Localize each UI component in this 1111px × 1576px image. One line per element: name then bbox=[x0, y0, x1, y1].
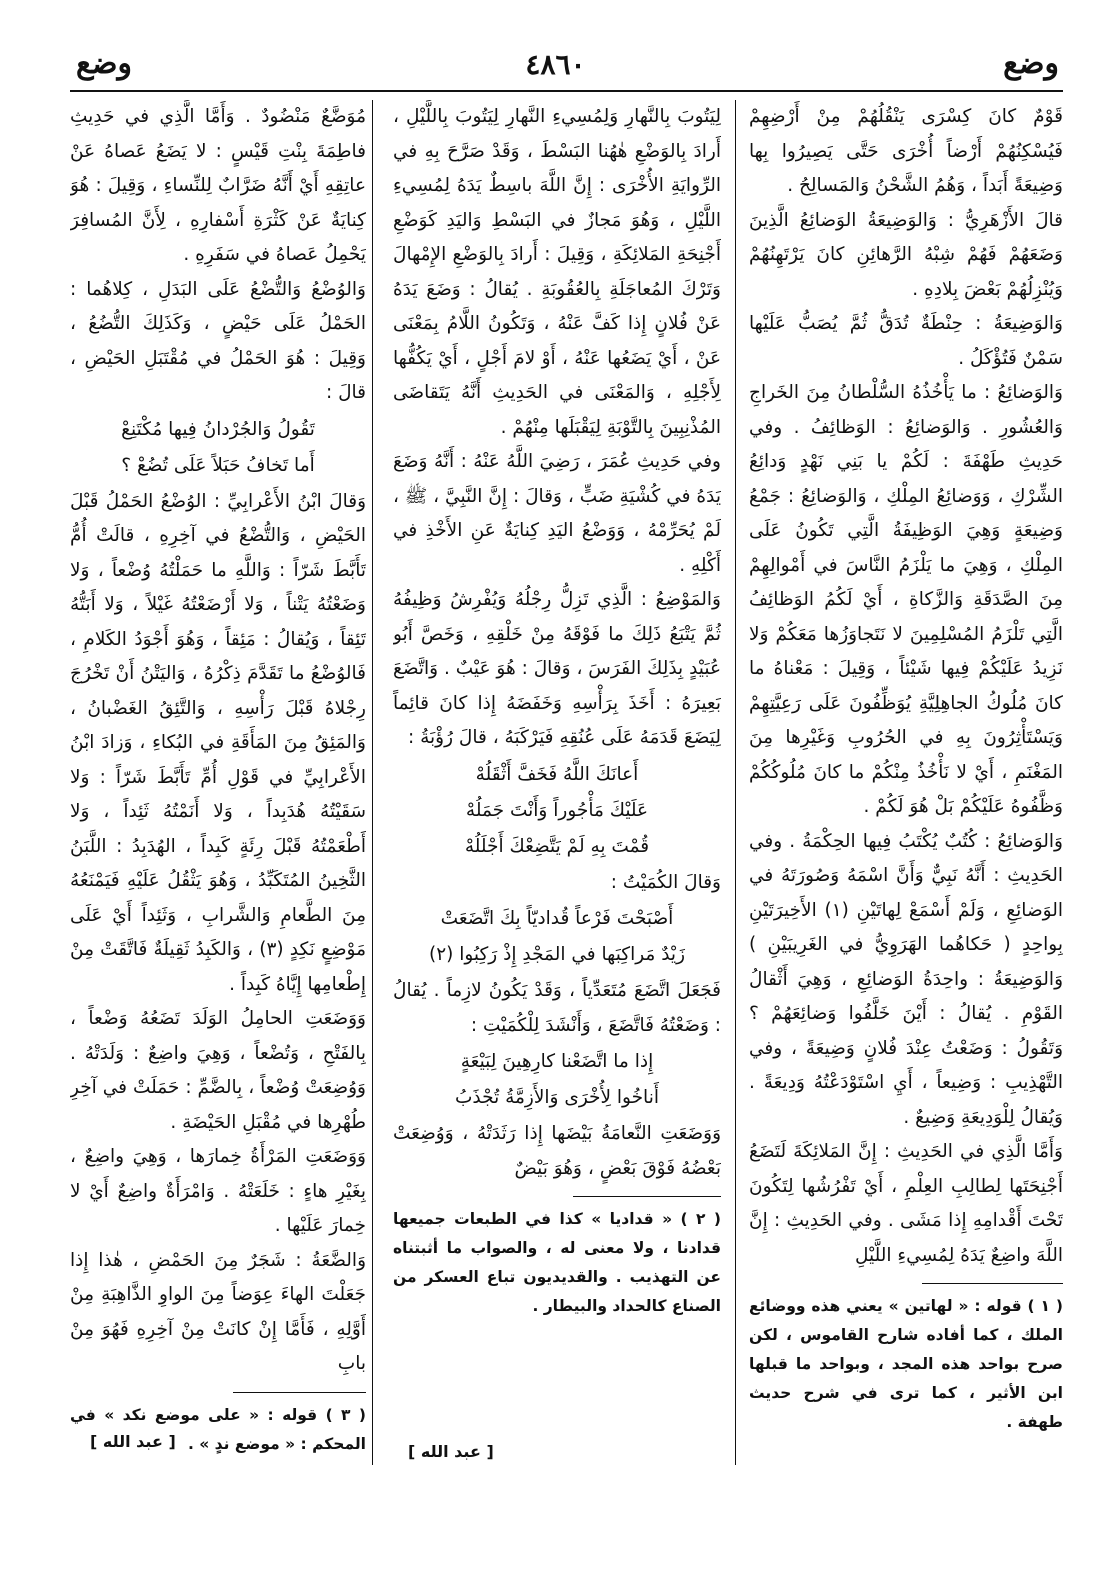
paragraph: وَالوَضِيعَةُ : حِنْطَةٌ تُدَقُّ ثُمَّ يُصَبُّ عَلَيْها سَمْنٌ فَتُؤْكَلُ . bbox=[749, 313, 1063, 369]
verse-line: قُمْتَ بِهِ لَمْ يَتَّضِعْكَ أَجْلَلُهْ bbox=[464, 835, 650, 857]
column-divider bbox=[735, 100, 736, 1465]
column-middle bbox=[393, 100, 721, 1465]
verse-line: إِذا ما اتَّضَعْنا كارِهِينَ لِبَيْعَةٍ bbox=[460, 1051, 654, 1072]
paragraph: لِيَتُوبَ بِالنَّهارِ وَلِمُسِيءِ النَّهارِ لِيَتُوبَ بِاللَّيْلِ ، أَرادَ بِالوَضْعِ هٰهُنا البَسْطَ ، وَقَدْ صَرَّحَ بِهِ في الرِّوايَةِ الأُخْرَى : إِنَّ اللَّهَ باسِطٌ يَدَهُ لِمُسِيءِ اللَّيْلِ ، وَهُوَ مَجازٌ في البَسْطِ وَاليَدِ كَوَضْعِ أَجْنِحَةِ المَلائِكَةِ ، وَقِيلَ : أَرادَ بِالوَضْعِ الإِمْهالَ وَتَرْكَ المُعاجَلَةِ بِالعُقُوبَةِ . يُقالُ : وَضَعَ يَدَهُ عَنْ فُلانٍ إِذا كَفَّ عَنْهُ ، وَتَكُونُ اللَّامُ بِمَعْنَى عَنْ ، أَيْ يَضَعُها عَنْهُ ، أَوْ لامَ أَجْلٍ ، أَيْ يَكُفُّها لِأَجْلِهِ ، وَالمَعْنَى في الحَدِيثِ أَنَّهُ يَتَقاضَى المُذْنِبِينَ بِالتَّوْبَةِ لِيَقْبَلَها مِنْهُمْ . bbox=[393, 106, 721, 438]
footnote: ( ٣ ) قوله : « على موضع نكد » في المحكم : « موضع ندٍ » . bbox=[70, 1405, 366, 1453]
footnote: ( ١ ) قوله : « لهاتين » يعني هذه ووضائع الملك ، كما أفاده شارح القاموس ، لكن صرح بواحد هذه المجد ، وبواحد ما قبلها ابن الأثير ، كما ترى في شرح حديث طهفة . bbox=[749, 1297, 1063, 1431]
verse-line: عَلَيْكَ مَأْجُوراً وَأَنْتَ جَمَلُهْ bbox=[465, 799, 649, 821]
verse-line: زَيْدٌ مَراكِبَها في المَجْدِ إِذْ رَكِبُوا (٢) bbox=[428, 944, 686, 965]
editor-signature: [ عبد الله ] bbox=[408, 1442, 494, 1461]
paragraph: وَقالَ ابْنُ الأَعْرابِيِّ : الوُضْعُ الحَمْلُ قَبْلَ الحَيْضِ ، وَالتُّضْعُ في آخِرِهِ ، قالَتْ أُمُّ تَأَبَّطَ شَرّاً : وَاللَّهِ ما حَمَلْتُهُ وُضْعاً ، وَلا وَضَعْتُهُ يَتْناً ، وَلا أَرْضَعْتُهُ غَيْلاً ، وَلا أَبَتُّهُ تَئِقاً ، وَيُقالُ : مَئِقاً ، وَهُوَ أَجْوَدُ الكَلامِ ، فَالوُضْعُ ما تَقَدَّمَ ذِكْرُهُ ، وَاليَتْنُ أَنْ تَخْرُجَ رِجْلاهُ قَبْلَ رَأْسِهِ ، وَالتَّئِقُ الغَضْبانُ ، وَالمَئِقُ مِنَ المَأَقَةِ في البُكاءِ ، وَزادَ ابْنُ الأَعْرابِيِّ في قَوْلِ أُمِّ تَأَبَّطَ شَرّاً : وَلا سَقَيْتُهُ هُدَبِداً ، وَلا أَنَمْتُهُ ثَئِداً ، وَلا أَطْعَمْتُهُ قَبْلَ رِئَةٍ كَبِداً ، الهُدَبِدُ : اللَّبَنُ الثَّخِينُ المُتَكَبِّدُ ، وَهُوَ يَثْقُلُ عَلَيْهِ فَيَمْنَعُهُ مِنَ الطَّعامِ وَالشَّرابِ ، وَثَئِداً أَيْ عَلَى مَوْضِعٍ نَكِدٍ (٣) ، وَالكَبِدُ ثَقِيلَةٌ فَاتَّقَتْ مِنْ إِطْعامِها إِيَّاهُ كَبِداً . bbox=[70, 490, 366, 995]
verse-line: أَناخُوا لِأُخْرَى وَالأَزِمَّةُ تُجْذَبُ bbox=[455, 1087, 659, 1108]
paragraph: وَوَضَعَتِ الحامِلُ الوَلَدَ تَضَعُهُ وَضْعاً ، بِالفَتْحِ ، وَتُضْعاً ، وَهِيَ واضِعٌ : وَلَدَتْهُ . وَوُضِعَتْ وُضْعاً ، بِالضَّمِّ : حَمَلَتْ في آخِرِ طُهْرِها في مُقْبَلِ الحَيْضَةِ . bbox=[70, 1008, 366, 1133]
paragraph: مُوَضَّعٌ مَنْضُودٌ . وَأَمَّا الَّذِي في حَدِيثِ فاطِمَةَ بِنْتِ قَيْسٍ : لا يَضَعُ عَصاهُ عَنْ عاتِقِهِ أَيْ أَنَّهُ ضَرَّابٌ لِلنِّساءِ ، وَقِيلَ : هُوَ كِنايَةٌ عَنْ كَثْرَةِ أَسْفارِهِ ، لِأَنَّ المُسافِرَ يَحْمِلُ عَصاهُ في سَفَرِهِ . bbox=[70, 106, 366, 265]
verse-line: أَعانَكَ اللَّهُ فَخَفَّ أَثْقَلُهْ bbox=[475, 763, 639, 785]
paragraph: وفي حَدِيثِ عُمَرَ ، رَضِيَ اللَّهُ عَنْهُ : أَنَّهُ وَضَعَ يَدَهُ في كُشْيَةِ ضَبٍّ ، وَقالَ : إِنَّ النَّبِيَّ ، ﷺ ، لَمْ يُحَرِّمْهُ ، وَوَضْعُ اليَدِ كِنايَةٌ عَنِ الأَخْذِ في أَكْلِهِ . bbox=[393, 451, 721, 576]
paragraph: قالَ الأَزْهَرِيُّ : وَالوَضِيعَةُ الوَضائِعُ الَّذِينَ وَضَعَهُمْ فَهُمْ شِبْهُ الرَّهائِنِ كانَ يَرْتَهِنُهُمْ وَيُنْزِلُهُمْ بَعْضَ بِلادِهِ . bbox=[749, 209, 1063, 300]
paragraph: وَالوَضائِعُ : كُتُبٌ يُكْتَبُ فِيها الحِكْمَةُ . وفي الحَدِيثِ : أَنَّهُ نَبِيٌّ وَأَنَّ اسْمَهُ وَصُورَتَهُ في الوَضائِعِ ، وَلَمْ أَسْمَعْ لِهاتَيْنِ (١) الأَخِيرَتَيْنِ بِواحِدٍ ( حَكاهُما الهَرَوِيُّ في الغَرِيبَيْنِ ) وَالوَضِيعَةُ : واحِدَةُ الوَضائِعِ ، وَهِيَ أَثْقالُ القَوْمِ . يُقالُ : أَيْنَ خَلَّفُوا وَضائِعَهُمْ ؟ وَتَقُولُ : وَضَعْتُ عِنْدَ فُلانٍ وَضِيعَةً ، وفي التَّهْذِيبِ : وَضِيعاً ، أَيِ اسْتَوْدَعْتُهُ وَدِيعَةً . وَيُقالُ لِلْوَدِيعَةِ وَضِيعٌ . bbox=[749, 830, 1063, 1128]
paragraph: وَالوَضائِعُ : ما يَأْخُذُهُ السُّلْطانُ مِنَ الخَراجِ وَالعُشُورِ . وَالوَضائِعُ : الوَظائِفُ . وفي حَدِيثِ طَهْفَةَ : لَكُمْ يا بَنِي نَهْدٍ وَدائِعُ الشِّرْكِ ، وَوَضائِعُ المِلْكِ ، وَالوَضائِعُ : جَمْعُ وَضِيعَةٍ وَهِيَ الوَظِيفَةُ الَّتِي تَكُونُ عَلَى المِلْكِ ، وَهِيَ ما يَلْزَمُ النَّاسَ في أَمْوالِهِمْ مِنَ الصَّدَقَةِ وَالزَّكاةِ ، أَيْ لَكُمُ الوَظائِفُ الَّتِي تَلْزَمُ المُسْلِمِينَ لا نَتَجاوَزُها مَعَكُمْ وَلا نَزِيدُ عَلَيْكُمْ فِيها شَيْئاً ، وَقِيلَ : مَعْناهُ ما كانَ مُلُوكُ الجاهِلِيَّةِ يُوَظِّفُونَ عَلَى رَعِيَّتِهِمْ وَيَسْتَأْثِرُونَ بِهِ في الحُرُوبِ وَغَيْرِها مِنَ المَغْنَمِ ، أَيْ لا نَأْخُذُ مِنْكُمْ ما كانَ مُلُوكُكُمْ وَظَّفُوهُ عَلَيْكُمْ بَلْ هُوَ لَكُمْ . bbox=[749, 382, 1063, 817]
paragraph: فَجَعَلَ اتَّضَعَ مُتَعَدِّياً ، وَقَدْ يَكُونُ لازِماً . يُقالُ : وَضَعْتُهُ فَاتَّضَعَ ، وَأَنْشَدَ لِلْكُمَيْتِ : bbox=[393, 980, 721, 1036]
column-divider bbox=[372, 100, 373, 1465]
column-right bbox=[749, 100, 1063, 1465]
footnote-rule bbox=[573, 1196, 721, 1197]
paragraph: وَأَمَّا الَّذِي في الحَدِيثِ : إِنَّ المَلائِكَةَ لَتَضَعُ أَجْنِحَتَها لِطالِبِ العِلْمِ ، أَيْ تَفْرُشُها لِتَكُونَ تَحْتَ أَقْدامِهِ إِذا مَشَى . وفي الحَدِيثِ : إِنَّ اللَّهَ واضِعٌ يَدَهُ لِمُسِيءِ اللَّيْلِ bbox=[749, 1141, 1063, 1266]
verse-line: أَما تَخافُ حَبَلاً عَلَى تُضُعْ ؟ bbox=[121, 454, 315, 476]
paragraph: وَالضَّعَةُ : شَجَرٌ مِنَ الحَمْضِ ، هٰذا إِذا جَعَلْتَ الهاءَ عِوَضاً مِنَ الواوِ الذَّاهِبَةِ مِنْ أَوَّلِهِ ، فَأَمَّا إِنْ كانَتْ مِنْ آخِرِهِ فَهُوَ مِنْ بابِ bbox=[70, 1249, 366, 1374]
column-left bbox=[70, 100, 366, 1465]
header-rule bbox=[70, 90, 1063, 92]
paragraph: وَقالَ الكُمَيْتُ : bbox=[610, 871, 721, 893]
editor-signature: [ عبد الله ] bbox=[90, 1432, 176, 1451]
header-entry-word-right: وضع bbox=[1003, 46, 1059, 81]
footnote: ( ٢ ) « قداديا » كذا في الطبعات جميعها قدادنا ، ولا معنى له ، والصواب ما أثبتناه عن التهذيب . والقديديون تباع العسكر من الصناع كالحداد والبيطار . bbox=[393, 1210, 721, 1315]
page-number: ٤٨٦٠ bbox=[525, 48, 586, 81]
paragraph: قَوْمٌ كانَ كِسْرَى يَنْقُلُهُمْ مِنْ أَرْضِهِمْ فَيُسْكِنُهُمْ أَرْضاً أُخْرَى حَتَّى يَصِيرُوا بِها وَضِيعَةً أَبَداً ، وَهُمُ الشَّحْنُ وَالمَسالِحُ . bbox=[749, 106, 1063, 196]
footnote-rule bbox=[922, 1283, 1063, 1284]
header-entry-word-left: وضع bbox=[76, 46, 132, 81]
paragraph: وَالمَوْضِعُ : الَّذِي تَزِلُّ رِجْلُهُ وَيُفْرِشُ وَظِيفُهُ ثُمَّ يَتْبَعُ ذَلِكَ ما فَوْقَهُ مِنْ خَلْقِهِ ، وَخَصَّ أَبُو عُبَيْدٍ بِذَلِكَ الفَرَسَ ، وَقالَ : هُوَ عَيْبٌ . وَاتَّضَعَ بَعِيرَهُ : أَخَذَ بِرَأْسِهِ وَخَفَضَهُ إِذا كانَ قائِماً لِيَضَعَ قَدَمَهُ عَلَى عُنُقِهِ فَيَرْكَبَهُ ، قالَ رُؤْبَةُ : bbox=[393, 589, 721, 748]
footnote-rule bbox=[233, 1392, 366, 1393]
verse-line: أَصْبَحْتَ فَرْعاً قُداديّاً بِكَ اتَّضَعَتْ bbox=[440, 908, 674, 929]
paragraph: وَالوُضْعُ وَالتُّضْعُ عَلَى البَدَلِ ، كِلاهُما : الحَمْلُ عَلَى حَيْضٍ ، وَكَذَلِكَ التُّضُعُ ، وَقِيلَ : هُوَ الحَمْلُ في مُقْتَبَلِ الحَيْضِ ، قالَ : bbox=[70, 278, 366, 403]
paragraph: وَوَضَعَتِ المَرْأَةُ خِمارَها ، وَهِيَ واضِعٌ ، بِغَيْرِ هاءٍ : خَلَعَتْهُ . وَامْرَأَةٌ واضِعٌ أَيْ لا خِمارَ عَلَيْها . bbox=[70, 1146, 366, 1236]
paragraph: وَوَضَعَتِ النَّعامَةُ بَيْضَها إِذا رَثَدَتْهُ ، وَوُضِعَتْ بَعْضُهُ فَوْقَ بَعْضٍ ، وَهُوَ بَيْضٌ bbox=[393, 1123, 721, 1179]
verse-line: تَقُولُ وَالجُرْدانُ فِيها مُكْتَنِعْ bbox=[121, 418, 315, 440]
